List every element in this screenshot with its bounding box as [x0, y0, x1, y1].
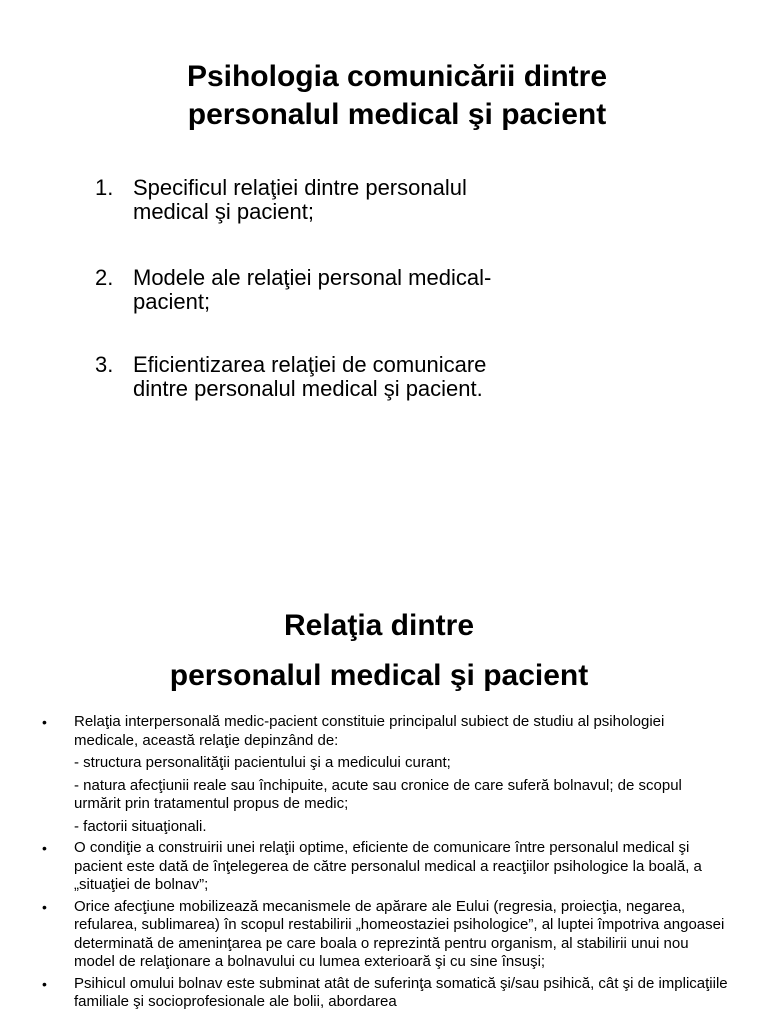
bullet-list	[42, 713, 732, 1015]
bullet-item	[42, 975, 732, 1012]
bullet-item	[42, 898, 732, 972]
bullet-text: Relaţia interpersonală medic-pacient constituie principalul subiect de studiu al psihologiei medicale, această relaţie depinzând de:	[74, 713, 665, 749]
topic-number: 3.	[95, 352, 114, 377]
topic-text-line1: Specificul relaţiei dintre personalul	[133, 175, 467, 200]
topic-item-2	[95, 266, 615, 314]
sub-item: - structura personalităţii pacientului şi a medicului curant;	[74, 754, 451, 771]
bullet-text: Orice afecţiune mobilizează mecanismele de apărare ale Eului (regresia, proiecţia, negarea, refularea, sublimarea) în scopul restabilirii „homeostaziei psihologice”, al luptei împotriva angoasei determinată de ameninţarea pe care boala o reprezintă pentru organism, al stabilirii unui nou model de relaţionare a bolnavului cu lumea exterioară şi cu sine însuşi;	[74, 897, 725, 970]
bullet-dot-icon: •	[42, 840, 47, 856]
topic-item-3	[95, 353, 615, 401]
slide1-title-line2: personalul medical şi pacient	[187, 98, 607, 131]
topic-number: 2.	[95, 265, 114, 290]
slide2-title	[0, 601, 758, 701]
slide2-title-line2: personalul medical şi pacient	[169, 659, 589, 692]
bullet-dot-icon: •	[42, 975, 47, 992]
bullet-text: O condiţie a construirii unei relaţii optime, eficiente de comunicare între personalul medical şi pacient este dată de înţelegerea de către personalul medical a reacţiilor psihologice la boală, a „situaţiei de bolnav”;	[74, 839, 702, 893]
topic-text-line1: Modele ale relaţiei personal medical-	[133, 265, 492, 290]
bullet-text: Psihicul omului bolnav este subminat atât de suferinţa somatică şi/sau psihică, cât şi de implicaţiile familiale şi socioprofesionale ale bolii, abordarea	[74, 974, 728, 1010]
topic-number: 1.	[95, 175, 114, 200]
bullet-dot-icon: •	[42, 714, 47, 730]
slide2-title-line1: Relaţia dintre	[283, 609, 475, 642]
topic-text-line2: medical şi pacient;	[133, 199, 314, 224]
sub-item: - factorii situaţionali.	[74, 817, 207, 835]
topic-item-1	[95, 176, 615, 224]
topic-text-line2: dintre personalul medical şi pacient.	[133, 376, 483, 401]
bullet-item	[42, 839, 732, 895]
topic-text-line2: pacient;	[133, 289, 211, 314]
slide1-title	[0, 58, 768, 134]
topic-text-line1: Eficientizarea relaţiei de comunicare	[133, 352, 487, 377]
bullet-dot-icon: •	[42, 898, 47, 915]
bullet-item	[42, 713, 732, 836]
sub-item: - natura afecţiunii reale sau închipuite, acute sau cronice de care suferă bolnavul; de scopul urmărit prin tratamentul propus de medic;	[74, 776, 682, 812]
slide1-title-line1: Psihologia comunicării dintre	[186, 60, 608, 93]
